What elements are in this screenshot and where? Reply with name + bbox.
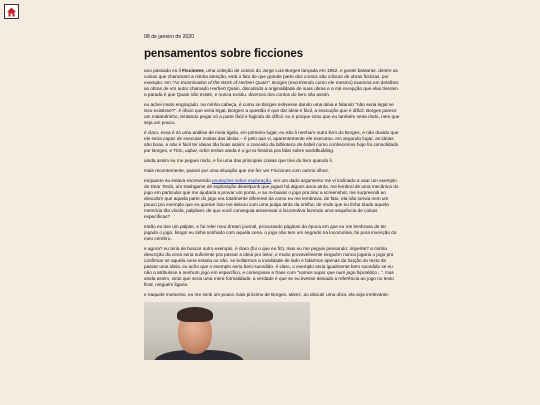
text: , em um dado argumento me vi inclinado a usar um exemplo de <box>144 178 397 189</box>
text: é claro, essa é só uma análise de meia tigela, em primeiro lugar, eu não li nenhum outro livro do Borges, e não duvido que ele seria capaz de executar muitas das ideias – é pelo que vi, aparentemente ele executou. em segundo lugar, as ideias são boas, e não é fácil ter ideias tão boas assim: o conceito da <box>144 130 399 147</box>
paragraph-6 <box>144 178 400 220</box>
paragraph-7: então eu tive um palpite, e fui reler meu dream journal, procurando páginas da época em que eu me lembrava de ter jogado o jogo. bingo! eu tinha sonhado com aquela cena. o jogo não tem um segredo na locomotiva, foi pura invenção do meu cérebro. <box>144 224 397 241</box>
paragraph-1 <box>144 68 400 98</box>
text: , Borges (escrevendo como ele mesmo) examina em detalhes as obras de um autor chamado Herbert Quain, discutindo a originalidade de suas obras e a má recepção que elas tiveram. a parada é que Quain não existe, e nunca existiu. diversos dos contos do livro são assim. <box>144 80 400 97</box>
text: e agora? eu teria de buscar outro exemplo, é claro (foi o que eu fiz). mas eu me peguei pensando: imperite? a minha descrição da cena seria suficiente pra passar a ideia pro leitor, e muito provavelmente ninguém nunca jogaria o jogo pra confirmar se aquela cena estaria ou não. se bollarmos a invalidade de lado e falarmos apenas da função do texto de passar uma ideia, eu acho que o exemplo seria bem sucedido. é claro, o exemplo seria igualmente bem sucedido se eu não o atribuísse a nenhum jogo em específico, e começasse a frase com <box>144 246 394 275</box>
post-date: 08 de janeiro de 2020 <box>144 34 195 40</box>
paragraph-2: eu achei muito engraçado. na minha cabeça, é como se Borges estivesse dando uma ideia e falando "não seria legal se isso existisse?". é óbvio que seria legal, Borges! a questão é que dar ideia é fácil, a execução que é difícil. Borges parece um malandrinho, tentando pegar só a parte fácil e fugindo da difícil. eu ri porque sinto que eu também seria rindo, nem que seja um pouco. <box>144 102 400 125</box>
text: , um trashgame de exploração dieselpunk que joguei há alguns anos atrás. me lembrei de uma mecânica do jogo em particular que me ajudaria a provar um ponto, e ao re-baixar o jogo pra tirar a screenshot, me surpreendi ao descobrir que aquela parte do jogo era totalmente diferente da como eu me lembrava. de fato, ela não servia nem um pouco pro exemplo que eu queria! isso me deixou com uma pulga atrás da orelha: de onde que eu tinha tirado aquela memória tão vívida, palpável, de que você conseguia atravessar a locomotiva fazendo uma sequência de coisas específicas? <box>144 184 399 219</box>
home-icon[interactable] <box>4 4 19 19</box>
game-title: Dear Tesla <box>150 184 174 189</box>
text: enquanto eu estava escrevendo <box>144 178 213 183</box>
story-title: "An Examination of the Work of Herbert Quain" <box>172 80 270 85</box>
borges-photo <box>144 302 310 360</box>
text: , uma coleção de contos do Jorge Luis Borges lançada em 1962. e gostei bastante. dentre as coisas que chamaram a minha atenção, está o fato de que grande parte dos contos são críticas de obras fictícias. por exemplo: em <box>144 68 398 85</box>
story-title: biblioteca de babel <box>275 142 315 147</box>
text: como conhecemos hoje foi consolidado por Borges, e Tlön, <box>144 142 399 153</box>
page-title: pensamentos sobre ficciones <box>144 48 303 60</box>
text: ano passado eu li <box>144 68 183 73</box>
quote: "vamos supor que num jogo hipotético..." <box>297 270 383 275</box>
exploration-notes-link[interactable]: anotações sobre exploração <box>212 178 271 183</box>
text: . mas ainda assim, sinto que seria uma mera formalidade. a verdade é que se eu tivesse deixado a referência ao jogo no texto final, ninguém ligaria. <box>144 270 394 287</box>
paragraph-8 <box>144 246 400 288</box>
text: ainda é o go-to história pra falar sobre worldbuilding. <box>223 148 335 153</box>
house-glyph <box>5 5 18 18</box>
story-title: uqbar, orbis tertius <box>185 148 224 153</box>
paragraph-9: e naquele momento, eu me senti um pouco mais próximo de Borges. talvez, ao discutir uma obra, ela seja irrelevante. <box>144 292 390 297</box>
article <box>144 34 400 360</box>
paragraph-3 <box>144 130 400 154</box>
book-title: Ficciones <box>182 68 204 73</box>
paragraph-4: ainda assim eu me peguei rindo, e foi uma das principais coisas que tirei do livro quando li. <box>144 158 333 163</box>
photo-hair <box>177 307 213 322</box>
paragraph-5: mais recentemente, passei por uma situação que me fez ver Ficciones com outros olhos. <box>144 168 329 173</box>
